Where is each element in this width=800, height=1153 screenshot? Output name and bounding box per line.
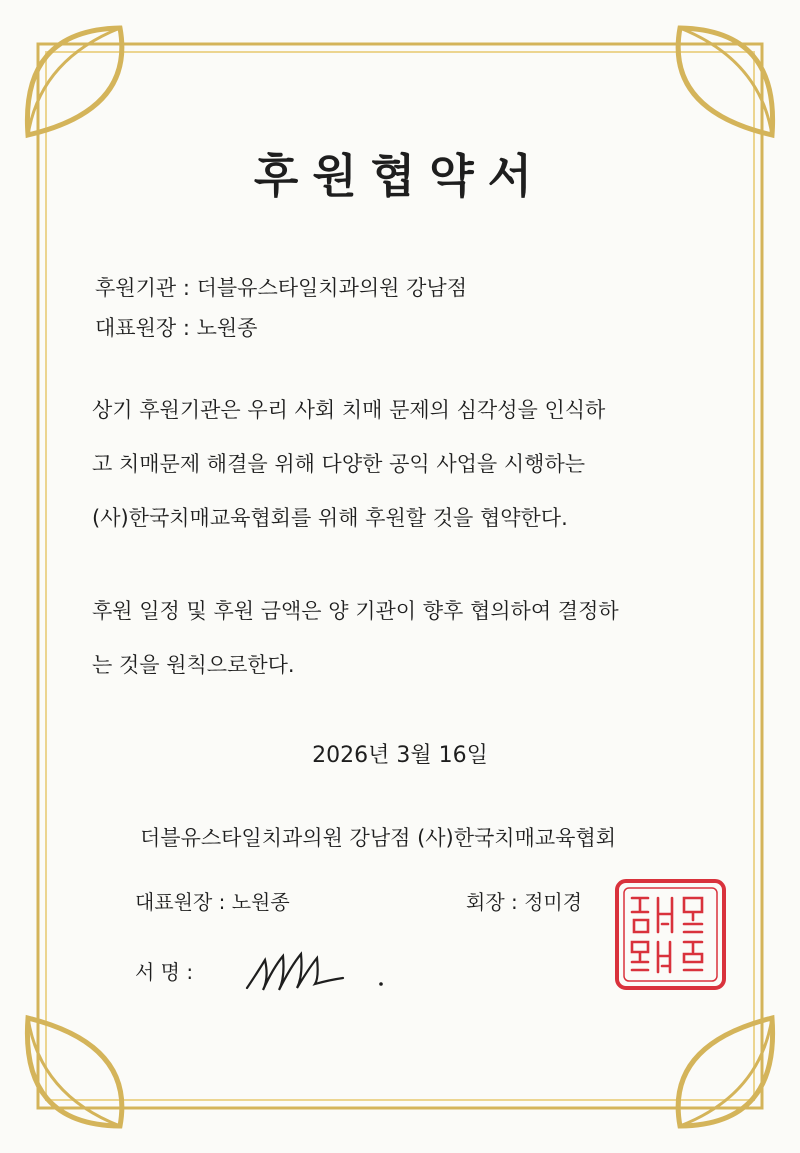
representative-label: 대표원장 <box>95 316 177 340</box>
representative-value: : 노원종 <box>182 316 258 340</box>
signature-label: 서 명 : <box>135 960 194 984</box>
representative-row <box>95 312 257 342</box>
left-representative: 대표원장 : 노원종 <box>135 890 290 914</box>
agreement-paragraph-2 <box>92 584 732 692</box>
right-representative: 회장 : 정미경 <box>466 890 583 914</box>
sponsor-organization-row <box>95 272 467 302</box>
paragraph-line: 상기 후원기관은 우리 사회 치매 문제의 심각성을 인식하 <box>92 398 606 422</box>
paragraph-line: (사)한국치매교육협회를 위해 후원할 것을 협약한다. <box>92 506 568 530</box>
sponsor-org-value: : 더블유스타일치과의원 강남점 <box>182 276 467 300</box>
paragraph-line: 고 치매문제 해결을 위해 다양한 공익 사업을 시행하는 <box>92 452 586 476</box>
paragraph-line: 후원 일정 및 후원 금액은 양 기관이 향후 협의하여 결정하 <box>92 599 619 623</box>
agreement-paragraph-1 <box>92 383 732 545</box>
agreement-date: 2026년 3월 16일 <box>312 743 488 768</box>
signatory-parties: 더블유스타일치과의원 강남점 (사)한국치매교육협회 <box>140 826 617 850</box>
paragraph-line: 는 것을 원칙으로한다. <box>92 653 295 677</box>
official-seal <box>614 878 727 991</box>
document-title: 후원협약서 <box>253 149 547 203</box>
sponsor-org-label: 후원기관 <box>95 276 177 300</box>
handwritten-signature <box>245 948 395 998</box>
